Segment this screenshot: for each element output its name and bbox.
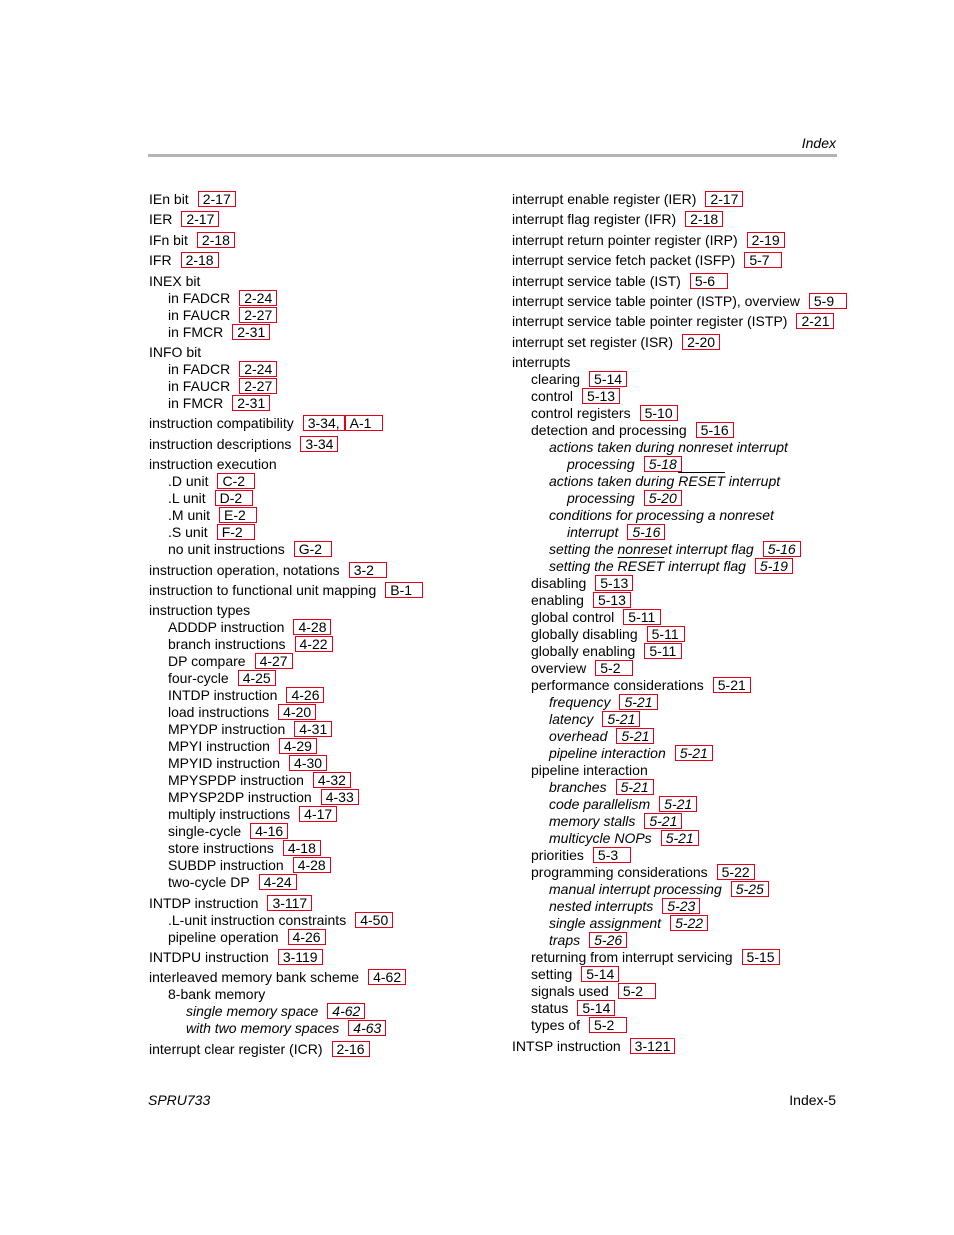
page-ref-link[interactable]: 5-13 (582, 388, 620, 404)
index-term: memory stalls (549, 813, 636, 830)
index-entry (149, 290, 479, 307)
index-entry (512, 524, 842, 541)
index-entry (149, 490, 479, 507)
page-ref-link[interactable]: 4-28 (293, 857, 331, 873)
index-entry (512, 932, 842, 949)
index-term: INTDPU instruction (149, 949, 269, 966)
page-ref-link[interactable]: 4-63 (348, 1020, 386, 1036)
page-ref-link[interactable]: 3-34, (303, 415, 345, 431)
index-entry (512, 541, 842, 558)
index-entry (149, 456, 479, 473)
index-term: IFR (149, 252, 172, 269)
page-ref-link[interactable]: 5-20 (644, 490, 682, 506)
index-entry (512, 762, 842, 779)
page-ref-link[interactable]: 5-16 (627, 524, 665, 540)
index-term: setting the RESET interrupt flag (549, 558, 746, 575)
page-ref-link[interactable]: 5-21 (661, 830, 699, 846)
index-entry (512, 439, 842, 456)
page-ref-link[interactable]: 3-117 (267, 895, 312, 911)
page-ref-link[interactable]: A-1 (345, 415, 383, 431)
header-rule (148, 154, 837, 157)
page-ref-link[interactable]: G-2 (294, 541, 332, 557)
index-entry (512, 745, 842, 762)
index-term: pipeline interaction (549, 745, 666, 762)
page-ref-link[interactable]: 5-2 (595, 660, 633, 676)
index-entry (512, 677, 842, 694)
page-ref-link[interactable]: 5-14 (589, 371, 627, 387)
page-ref-link[interactable]: 4-33 (321, 789, 359, 805)
page-ref-link[interactable]: 5-19 (755, 558, 793, 574)
index-entry (512, 1017, 842, 1034)
index-entry (512, 490, 842, 507)
index-term: multiply instructions (168, 806, 291, 823)
index-entry (512, 796, 842, 813)
index-term: actions taken during nonreset interrupt (549, 439, 788, 456)
index-entry (512, 334, 842, 351)
page-ref-link[interactable]: 5-21 (659, 796, 697, 812)
index-entry (512, 211, 842, 228)
index-entry (149, 874, 479, 891)
index-term: MPYSPDP instruction (168, 772, 304, 789)
index-entry (512, 592, 842, 609)
index-term: MPYSP2DP instruction (168, 789, 312, 806)
index-term: global control (531, 609, 615, 626)
page-ref-link[interactable]: 4-31 (294, 721, 332, 737)
index-entry (149, 436, 479, 453)
index-entry (149, 541, 479, 558)
index-term: returning from interrupt servicing (531, 949, 733, 966)
index-term: MPYID instruction (168, 755, 281, 772)
index-entry (512, 252, 842, 269)
index-entry (512, 694, 842, 711)
index-term: interrupt clear register (ICR) (149, 1040, 323, 1057)
index-entry (149, 344, 479, 361)
page-ref-link[interactable]: 5-2 (618, 983, 656, 999)
index-term: SUBDP instruction (168, 857, 284, 874)
index-entry (149, 986, 479, 1003)
page-ref-link[interactable]: 5-26 (589, 932, 627, 948)
index-term: detection and processing (531, 422, 687, 439)
index-term: interrupt enable register (IER) (512, 191, 697, 207)
index-term: single-cycle (168, 823, 242, 840)
index-term: interrupt service table (IST) (512, 272, 681, 289)
index-entry (149, 378, 479, 395)
index-entry (149, 232, 479, 249)
index-entry (512, 354, 842, 371)
index-entry (149, 840, 479, 857)
index-entry (149, 191, 479, 208)
index-term: multicycle NOPs (549, 830, 652, 847)
page-ref-link[interactable]: 5-21 (675, 745, 713, 761)
page-ref-link[interactable]: 2-27 (239, 378, 277, 394)
index-entry (149, 772, 479, 789)
index-entry (149, 895, 479, 912)
page-ref-link[interactable]: 2-20 (682, 334, 720, 350)
page-ref-link[interactable]: 5-11 (644, 643, 682, 659)
index-entry (149, 823, 479, 840)
index-term: globally enabling (531, 643, 636, 660)
index-term: store instructions (168, 840, 274, 857)
index-term: enabling (531, 592, 584, 609)
page-ref-link[interactable]: 2-31 (232, 324, 270, 340)
index-entry (149, 473, 479, 490)
index-entry (149, 252, 479, 269)
index-entry (149, 687, 479, 704)
index-entry (512, 711, 842, 728)
page-ref-link[interactable]: 4-30 (289, 755, 327, 771)
index-term: signals used (531, 983, 609, 1000)
index-entry (149, 562, 479, 579)
page-ref-link[interactable]: 5-22 (717, 864, 755, 880)
index-term: frequency (549, 694, 611, 711)
page-ref-link[interactable]: 5-10 (640, 405, 678, 421)
page-ref-link[interactable]: 3-2 (349, 562, 387, 578)
index-entry (512, 830, 842, 847)
page-ref-link[interactable]: 5-18 (644, 456, 682, 472)
index-column-right (512, 191, 842, 1055)
page-ref-link[interactable]: 4-20 (278, 704, 316, 720)
page-ref-link[interactable]: 2-19 (747, 232, 785, 248)
index-term: .D unit (168, 473, 209, 490)
page-ref-link[interactable]: 2-27 (239, 307, 277, 323)
page-ref-link[interactable]: 4-16 (250, 823, 288, 839)
index-term: setting (531, 966, 573, 983)
index-entry (149, 721, 479, 738)
index-term: instruction operation, notations (149, 561, 340, 578)
index-entry (149, 211, 479, 228)
index-term: in FADCR (168, 289, 231, 306)
index-entry (149, 1003, 479, 1020)
page-ref-link[interactable]: 3-119 (278, 949, 323, 965)
index-term: instruction execution (149, 456, 277, 473)
page-ref-link[interactable]: 5-21 (602, 711, 640, 727)
page-ref-link[interactable]: 4-50 (355, 912, 393, 928)
index-term: instruction types (149, 602, 251, 619)
page-ref-link[interactable]: 5-22 (670, 915, 708, 931)
index-term: single memory space (186, 1003, 319, 1020)
index-term: INFO bit (149, 343, 202, 360)
page-ref-link[interactable]: 5-21 (644, 813, 682, 829)
page-ref-link[interactable]: 5-9 (809, 293, 847, 309)
page-ref-link[interactable]: 5-14 (577, 1000, 615, 1016)
index-term: instruction to functional unit mapping (149, 581, 377, 598)
page-ref-link[interactable]: 2-16 (332, 1041, 370, 1057)
index-entry (512, 473, 842, 490)
index-term: processing (567, 456, 635, 473)
index-entry (512, 405, 842, 422)
index-column-left (149, 191, 479, 1058)
index-entry (149, 789, 479, 806)
index-entry (149, 653, 479, 670)
index-term: in FAUCR (168, 306, 231, 323)
index-entry (149, 524, 479, 541)
index-term: branch instructions (168, 636, 286, 653)
index-term: with two memory spaces (186, 1020, 340, 1037)
page-ref-link[interactable]: 2-17 (705, 191, 743, 207)
index-entry (512, 813, 842, 830)
index-term: load instructions (168, 704, 270, 721)
page-ref-link[interactable]: 2-17 (181, 211, 219, 227)
index-entry (149, 1041, 479, 1058)
index-term: processing (567, 490, 635, 507)
index-entry (512, 388, 842, 405)
index-entry (149, 969, 479, 986)
index-term: status (531, 1000, 569, 1017)
page-number: Index-5 (789, 1092, 836, 1108)
index-term: two-cycle DP (168, 874, 250, 891)
index-term: globally disabling (531, 626, 638, 643)
page-ref-link[interactable]: D-2 (215, 490, 253, 506)
page-ref-link[interactable]: 4-28 (293, 619, 331, 635)
index-term: actions taken during RESET interrupt (549, 473, 781, 490)
index-term: latency (549, 711, 594, 728)
index-term: in FADCR (168, 360, 231, 377)
index-entry (512, 313, 842, 330)
index-term: IEn bit (149, 191, 189, 207)
index-entry (149, 755, 479, 772)
page-ref-link[interactable]: 5-16 (696, 422, 734, 438)
page-ref-link[interactable]: 4-17 (299, 806, 337, 822)
index-entry (149, 602, 479, 619)
page-ref-link[interactable]: 5-13 (595, 575, 633, 591)
page-ref-link[interactable]: 5-21 (616, 779, 654, 795)
index-entry (512, 643, 842, 660)
page-ref-link[interactable]: 5-21 (713, 677, 751, 693)
index-entry (512, 293, 842, 310)
index-term: interrupts (512, 354, 571, 371)
index-term: ADDDP instruction (168, 619, 285, 636)
page-ref-link[interactable]: 4-26 (288, 929, 326, 945)
index-entry (149, 670, 479, 687)
page-ref-link[interactable]: 2-18 (685, 211, 723, 227)
index-entry (149, 1020, 479, 1037)
page-ref-link[interactable]: E-2 (219, 507, 257, 523)
index-term: overview (531, 660, 587, 677)
index-term: INTDP instruction (149, 894, 259, 911)
index-term: instruction descriptions (149, 435, 292, 452)
index-entry (512, 626, 842, 643)
index-term: interrupt return pointer register (IRP) (512, 231, 738, 248)
index-term: MPYI instruction (168, 738, 270, 755)
index-term: interrupt service fetch packet (ISFP) (512, 252, 736, 269)
page-ref-link[interactable]: 2-24 (239, 361, 277, 377)
page-ref-link[interactable]: 5-16 (763, 541, 801, 557)
index-entry (512, 232, 842, 249)
index-entry (149, 912, 479, 929)
index-entry (149, 307, 479, 324)
index-entry (512, 915, 842, 932)
index-term: interrupt service table pointer register (ISTP) (512, 313, 788, 330)
index-term: .M unit (168, 507, 211, 524)
index-term: code parallelism (549, 796, 651, 813)
index-entry (512, 456, 842, 473)
page-ref-link[interactable]: 5-7 (744, 252, 782, 268)
index-entry (512, 575, 842, 592)
running-header: Index (801, 135, 836, 151)
index-term: INTDP instruction (168, 687, 278, 704)
page-ref-link[interactable]: 5-3 (593, 847, 631, 863)
index-entry (512, 898, 842, 915)
index-entry (512, 983, 842, 1000)
index-entry (149, 582, 479, 599)
index-term: nested interrupts (549, 898, 654, 915)
page-ref-link[interactable]: F-2 (217, 524, 255, 540)
index-entry (149, 395, 479, 412)
index-entry (512, 609, 842, 626)
index-term: .L unit (168, 490, 206, 507)
index-entry (512, 507, 842, 524)
page-ref-link[interactable]: 5-11 (647, 626, 685, 642)
page-ref-link[interactable]: 4-26 (286, 687, 324, 703)
index-term: interrupt flag register (IFR) (512, 211, 677, 228)
index-entry (149, 806, 479, 823)
index-entry (512, 881, 842, 898)
index-term: manual interrupt processing (549, 881, 722, 898)
index-term: clearing (531, 371, 581, 388)
index-term: pipeline operation (168, 928, 279, 945)
index-term: programming considerations (531, 864, 708, 881)
index-term: single assignment (549, 915, 662, 932)
page-ref-link[interactable]: 5-15 (742, 949, 780, 965)
index-term: setting the nonreset interrupt flag (549, 541, 754, 558)
index-term: types of (531, 1017, 581, 1034)
index-term: priorities (531, 847, 584, 864)
index-term: INTSP instruction (512, 1037, 621, 1054)
index-entry (149, 738, 479, 755)
index-term: INEX bit (149, 272, 201, 289)
index-entry (149, 273, 479, 290)
page-ref-link[interactable]: 4-62 (368, 969, 406, 985)
index-entry (149, 949, 479, 966)
index-entry (512, 966, 842, 983)
index-term: 8-bank memory (168, 986, 266, 1003)
page-ref-link[interactable]: 5-23 (662, 898, 700, 914)
page-ref-link[interactable]: 4-18 (283, 840, 321, 856)
index-term: interrupt set register (ISR) (512, 333, 674, 350)
index-term: no unit instructions (168, 541, 285, 558)
index-term: pipeline interaction (531, 762, 648, 779)
page-ref-link[interactable]: 4-27 (255, 653, 293, 669)
index-entry (512, 558, 842, 575)
page-ref-link[interactable]: 5-6 (690, 273, 728, 289)
index-entry (149, 636, 479, 653)
page-ref-link[interactable]: 4-25 (238, 670, 276, 686)
index-entry (512, 1038, 842, 1055)
index-term: in FMCR (168, 394, 224, 411)
index-entry (149, 704, 479, 721)
index-term: MPYDP instruction (168, 721, 286, 738)
page-ref-link[interactable]: C-2 (217, 473, 255, 489)
page-ref-link[interactable]: 4-22 (295, 636, 333, 652)
index-entry (512, 864, 842, 881)
document-id: SPRU733 (148, 1092, 211, 1108)
index-term: IFn bit (149, 231, 188, 248)
page-ref-link[interactable]: 4-62 (327, 1003, 365, 1019)
index-term: instruction compatibility (149, 415, 294, 432)
index-term: conditions for processing a nonreset (549, 507, 774, 524)
index-term: disabling (531, 575, 587, 592)
index-term: interrupt (567, 524, 619, 541)
index-entry (512, 273, 842, 290)
index-term: in FAUCR (168, 377, 231, 394)
index-entry (512, 728, 842, 745)
page-ref-link[interactable]: 2-17 (198, 191, 236, 207)
page-ref-link[interactable]: 3-34 (300, 436, 338, 452)
index-entry (149, 857, 479, 874)
page-ref-link[interactable]: 5-11 (623, 609, 661, 625)
index-term: interrupt service table pointer (ISTP), overview (512, 292, 800, 309)
index-term: .L-unit instruction constraints (168, 911, 347, 928)
index-entry (512, 660, 842, 677)
page-ref-link[interactable]: 2-24 (239, 290, 277, 306)
index-entry (512, 779, 842, 796)
index-entry (149, 507, 479, 524)
index-term: overhead (549, 728, 608, 745)
index-term: traps (549, 932, 581, 949)
index-term: IER (149, 211, 173, 228)
index-term: interleaved memory bank scheme (149, 969, 360, 986)
index-entry (512, 1000, 842, 1017)
page-ref-link[interactable]: 2-21 (796, 313, 834, 329)
page-ref-link[interactable]: 5-14 (581, 966, 619, 982)
index-entry (149, 619, 479, 636)
page-ref-link[interactable]: 4-24 (259, 874, 297, 890)
index-entry (512, 371, 842, 388)
index-term: performance considerations (531, 677, 704, 694)
index-term: branches (549, 779, 607, 796)
index-term: control (531, 388, 574, 405)
page-ref-link[interactable]: 5-13 (593, 592, 631, 608)
index-entry (512, 422, 842, 439)
index-term: DP compare (168, 653, 246, 670)
page-ref-link[interactable]: 5-21 (616, 728, 654, 744)
page-ref-link[interactable]: 5-25 (731, 881, 769, 897)
page-ref-link[interactable]: 2-18 (197, 232, 235, 248)
page-ref-link[interactable]: 4-32 (313, 772, 351, 788)
page-ref-link[interactable]: B-1 (385, 582, 423, 598)
index-term: four-cycle (168, 670, 229, 687)
index-entry (512, 191, 842, 208)
page-ref-link[interactable]: 3-121 (630, 1038, 676, 1054)
index-entry (149, 929, 479, 946)
index-entry (149, 361, 479, 378)
index-term: .S unit (168, 524, 208, 541)
page-ref-link[interactable]: 5-21 (619, 694, 657, 710)
index-term: in FMCR (168, 323, 224, 340)
page-ref-link[interactable]: 2-18 (181, 252, 219, 268)
index-entry (149, 324, 479, 341)
index-entry (149, 415, 479, 432)
index-term: control registers (531, 405, 631, 422)
index-entry (512, 847, 842, 864)
page-ref-link[interactable]: 4-29 (279, 738, 317, 754)
index-entry (512, 949, 842, 966)
page-ref-link[interactable]: 2-31 (232, 395, 270, 411)
page-ref-link[interactable]: 5-2 (589, 1017, 627, 1033)
